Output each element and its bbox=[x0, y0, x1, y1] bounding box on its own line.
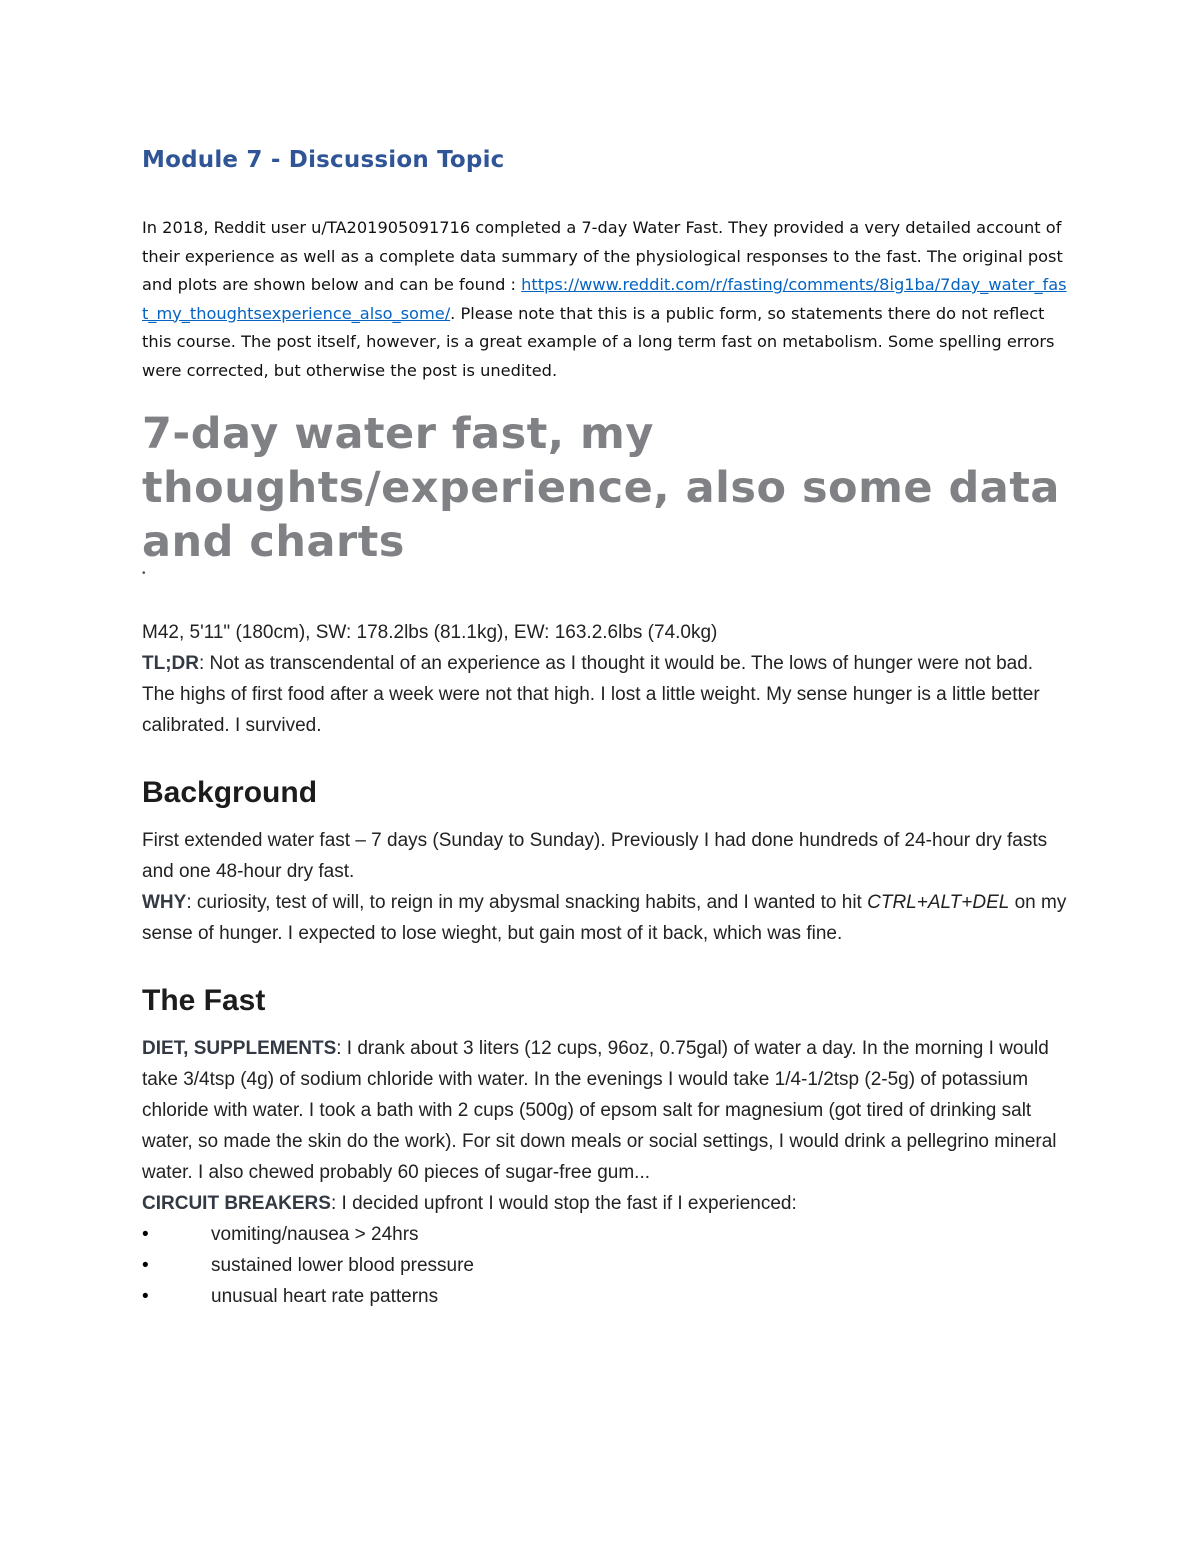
diet-paragraph bbox=[142, 1033, 1067, 1188]
list-item bbox=[142, 1219, 1067, 1250]
bullet-icon: • bbox=[142, 1224, 149, 1245]
list-item-text: unusual heart rate patterns bbox=[211, 1286, 439, 1307]
why-label: WHY bbox=[142, 892, 187, 913]
post-title: 7-day water fast, my thoughts/experience, also some data and charts bbox=[142, 409, 1060, 567]
list-item bbox=[142, 1281, 1067, 1312]
diet-label: DIET, SUPPLEMENTS bbox=[142, 1038, 337, 1059]
intro-text-after-link: . Please note that this is a public form, so statements there do not reflect this course. The post itself, however, is a great example of a long term fast on metabolism. Some spelling errors were corrected, but otherwise the post is unedited. bbox=[142, 303, 1055, 380]
tldr-text: : Not as transcendental of an experience as I thought it would be. The lows of hunger were not bad. The highs of first food after a week were not that high. I lost a little weight. My sense hunger is a little better calibrated. I survived. bbox=[142, 653, 1040, 736]
intro-paragraph bbox=[142, 214, 1067, 385]
tldr-paragraph bbox=[142, 648, 1067, 741]
circuit-breakers-text: : I decided upfront I would stop the fast if I experienced: bbox=[330, 1193, 797, 1214]
reddit-post-link[interactable]: https://www.reddit.com/r/fasting/comments/8ig1ba/7day_water_fast_my_thoughtsexperience_also_some/ bbox=[142, 275, 1067, 323]
list-item-text: vomiting/nausea > 24hrs bbox=[211, 1224, 419, 1245]
background-paragraph: First extended water fast – 7 days (Sunday to Sunday). Previously I had done hundreds of 24-hour dry fasts and one 48-hour dry fast. bbox=[142, 830, 1048, 882]
list-item bbox=[142, 1250, 1067, 1281]
module-title: Module 7 - Discussion Topic bbox=[142, 147, 505, 173]
why-italic-shortcut: CTRL+ALT+DEL bbox=[867, 892, 1010, 913]
why-paragraph bbox=[142, 887, 1067, 949]
background-heading: Background bbox=[142, 776, 318, 809]
list-item-text: sustained lower blood pressure bbox=[211, 1255, 474, 1276]
stray-dot: • bbox=[142, 568, 146, 579]
circuit-breakers-paragraph bbox=[142, 1188, 1067, 1219]
bullet-icon: • bbox=[142, 1255, 149, 1276]
diet-text: : I drank about 3 liters (12 cups, 96oz, 0.75gal) of water a day. In the morning I would take 3/4tsp (4g) of sodium chloride with water. In the evenings I would take 1/4-1/2tsp (2-5g) of potassium chloride with water. I took a bath with 2 cups (500g) of epsom salt for magnesium (got tired of drinking salt water, so made the skin do the work). For sit down meals or social settings, I would drink a pellegrino mineral water. I also chewed probably 60 pieces of sugar-free gum... bbox=[142, 1038, 1057, 1183]
the-fast-heading: The Fast bbox=[142, 984, 266, 1017]
stats-line: M42, 5'11" (180cm), SW: 178.2lbs (81.1kg), EW: 163.2.6lbs (74.0kg) bbox=[142, 622, 718, 643]
tldr-label: TL;DR bbox=[142, 653, 199, 674]
why-text-before: : curiosity, test of will, to reign in my abysmal snacking habits, and I wanted to hit bbox=[186, 892, 868, 913]
why-text-after: on my sense of hunger. I expected to lose wieght, but gain most of it back, which was fine. bbox=[142, 892, 1067, 944]
intro-text-before-link: In 2018, Reddit user u/TA201905091716 completed a 7-day Water Fast. They provided a very detailed account of their experience as well as a complete data summary of the physiological responses to the fast. The original post and plots are shown below and can be found : bbox=[142, 218, 1063, 294]
bullet-icon: • bbox=[142, 1286, 149, 1307]
circuit-breakers-list bbox=[142, 1219, 1067, 1312]
document-content bbox=[142, 140, 1067, 1312]
circuit-breakers-label: CIRCUIT BREAKERS bbox=[142, 1193, 331, 1214]
